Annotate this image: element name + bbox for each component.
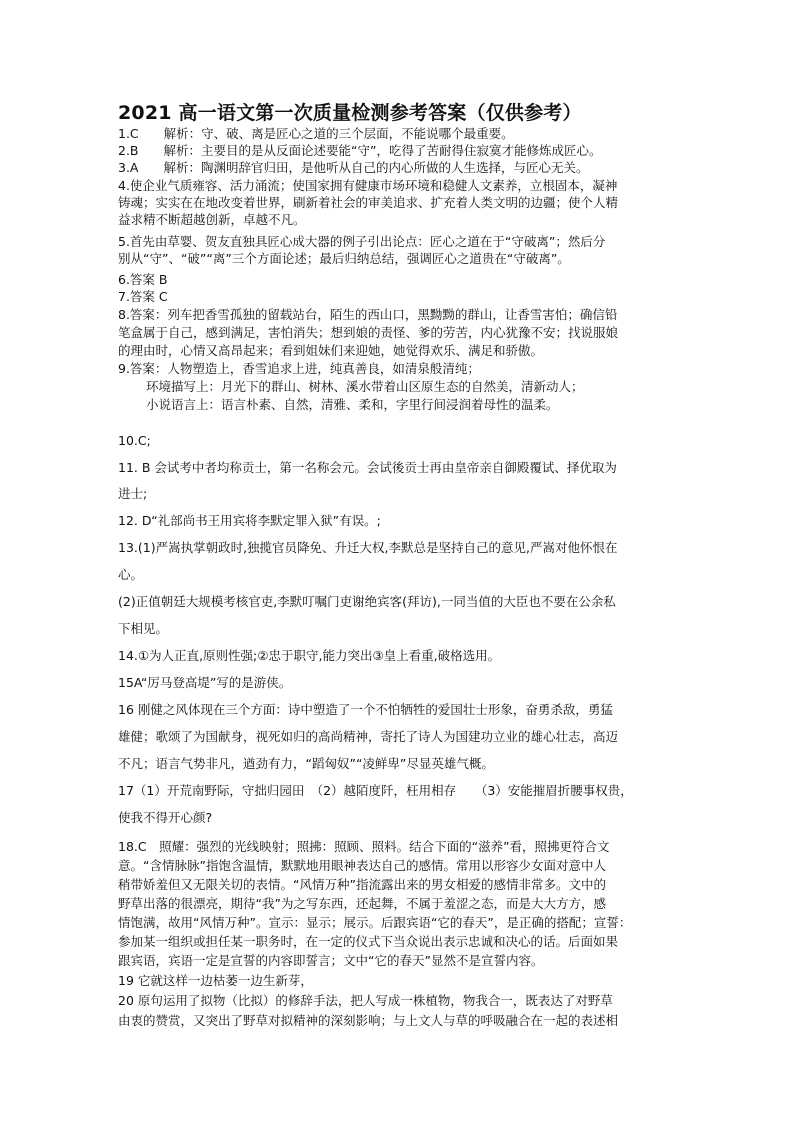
answer-8-line-3: 的理由时，心情又高昂起来；看到姐妹们来迎她，她觉得欢乐、满足和骄傲。 bbox=[118, 343, 544, 358]
answer-9-line-3: 小说语言上：语言朴素、自然，清雅、柔和，字里行间浸润着母性的温柔。 bbox=[146, 397, 559, 412]
answer-8-line-2: 笔盒属于自己，感到满足，害怕消失；想到娘的责怪、爹的劳苦，内心犹豫不安；找说服娘 bbox=[118, 325, 619, 340]
answer-13-2-line-1: (2)正值朝廷大规模考核官吏,李默叮嘱门吏谢绝宾客(拜访),一同当值的大臣也不要在公余私 bbox=[118, 594, 616, 609]
answer-18-line-3: 稍带娇羞但又无限关切的表情。“风情万种”指流露出来的男女相爱的感情非常多。文中的 bbox=[118, 877, 606, 892]
answer-18-line-7: 跟宾语，宾语一定是宣誓的内容即誓言；文中“它的春天”显然不是宣誓内容。 bbox=[118, 953, 544, 968]
answer-20-line-2: 由衷的赞赏，又突出了野草对拟精神的深刻影响；与上文人与草的呼吸融合在一起的表述相 bbox=[118, 1013, 619, 1028]
answer-14: 14.①为人正直,原则性强;②忠于职守,能力突出③皇上看重,破格选用。 bbox=[118, 648, 501, 663]
answer-9-line-1: 9.答案：人物塑造上，香雪追求上进，纯真善良，如清泉般清纯； bbox=[118, 361, 480, 376]
answer-2: 2.B 解析：主要目的是从反面论述要能“守”，吃得了苦耐得住寂寞才能修炼成匠心。 bbox=[118, 143, 602, 158]
answer-8-line-1: 8.答案：列车把香雪孤独的留载站台，陌生的西山口，黑黝黝的群山，让香雪害怕；确信铅 bbox=[118, 307, 618, 322]
answer-15: 15A“厉马登高堤”写的是游侠。 bbox=[118, 675, 292, 690]
answer-18-line-5: 情饱满，故用“风情万种”。宣示：显示；展示。后跟宾语“它的春天”，是正确的搭配；宣誓： bbox=[118, 915, 632, 930]
answer-16-line-2: 雄健；歌颂了为国献身，视死如归的高尚精神，寄托了诗人为国建功立业的雄心壮志，高迈 bbox=[118, 729, 619, 744]
answer-7: 7.答案 C bbox=[118, 289, 168, 304]
answer-5-line-2: 别从“守”、“破”“离”三个方面论述；最后归纳总结，强调匠心之道贵在“守破离”。 bbox=[118, 251, 570, 266]
answer-1: 1.C 解析：守、破、离是匠心之道的三个层面，不能说哪个最重要。 bbox=[118, 126, 514, 141]
answer-5-line-1: 5.首先由草婴、贺友直独具匠心成大器的例子引出论点：匠心之道在于“守破离”；然后分 bbox=[118, 234, 606, 249]
answer-17-line-2: 使我不得开心颜? bbox=[118, 810, 213, 825]
answer-18-line-1: 18.C 照耀：强烈的光线映射；照拂：照顾、照料。结合下面的“滋养”看，照拂更符合文 bbox=[118, 839, 610, 854]
answer-18-line-6: 参加某一组织或担任某一职务时，在一定的仪式下当众说出表示忠诚和决心的话。后面如果 bbox=[118, 934, 619, 949]
answer-13-2-line-2: 下相见。 bbox=[118, 621, 169, 636]
answer-19: 19 它就这样一边枯萎一边生新芽， bbox=[118, 973, 313, 988]
answer-13-1-line-1: 13.(1)严嵩执掌朝政时,独揽官员降免、升迁大权,李默总是坚持自己的意见,严嵩对他怀恨在 bbox=[118, 540, 618, 555]
answer-12: 12. D“礼部尚书王用宾将李默定罪入狱”有误。; bbox=[118, 513, 381, 528]
answer-4-line-3: 益求精不断超越创新，卓越不凡。 bbox=[118, 212, 306, 227]
answer-9-line-2: 环境描写上：月光下的群山、树林、溪水带着山区原生态的自然美，清新动人； bbox=[146, 379, 584, 394]
answer-18-line-2: 意。“含情脉脉”指饱含温情，默默地用眼神表达自己的感情。常用以形容少女面对意中人 bbox=[118, 858, 606, 873]
answer-16-line-3: 不凡；语言气势非凡，遒劲有力，“蹈匈奴”“凌鲜卑”尽显英雄气概。 bbox=[118, 756, 494, 771]
answer-13-1-line-2: 心。 bbox=[118, 567, 144, 582]
answer-4-line-1: 4.使企业气质雍容、活力涌流；使国家拥有健康市场环境和稳健人文素养，立根固本，凝神 bbox=[118, 178, 618, 193]
answer-16-line-1: 16 刚健之风体现在三个方面：诗中塑造了一个不怕牺牲的爱国壮士形象，奋勇杀敌，勇猛 bbox=[118, 702, 613, 717]
answer-6: 6.答案 B bbox=[118, 272, 168, 287]
document-title: 2021 高一语文第一次质量检测参考答案（仅供参考） bbox=[118, 102, 582, 124]
answer-11-line-1: 11. B 会试考中者均称贡士，第一名称会元。会试後贡士再由皇帝亲自御殿覆试、择优取为 bbox=[118, 460, 617, 475]
answer-3: 3.A 解析：陶渊明辞官归田，是他听从自己的内心所做的人生选择，与匠心无关。 bbox=[118, 160, 589, 175]
answer-11-line-2: 进士; bbox=[118, 486, 148, 501]
answer-4-line-2: 铸魂；实实在在地改变着世界，刷新着社会的审美追求、扩充着人类文明的边疆；使个人精 bbox=[118, 195, 619, 210]
answer-18-line-4: 野草出落的很漂亮，期待“我”为之写东西，还起舞，不属于羞涩之态，而是大大方方，感 bbox=[118, 896, 606, 911]
answer-10: 10.C; bbox=[118, 433, 151, 448]
answer-17-line-1: 17（1）开荒南野际，守拙归园田 （2）越陌度阡，枉用相存 （3）安能摧眉折腰事权贵， bbox=[118, 783, 633, 798]
answer-20-line-1: 20 原句运用了拟物（比拟）的修辞手法，把人写成一株植物，物我合一，既表达了对野草 bbox=[118, 993, 613, 1008]
